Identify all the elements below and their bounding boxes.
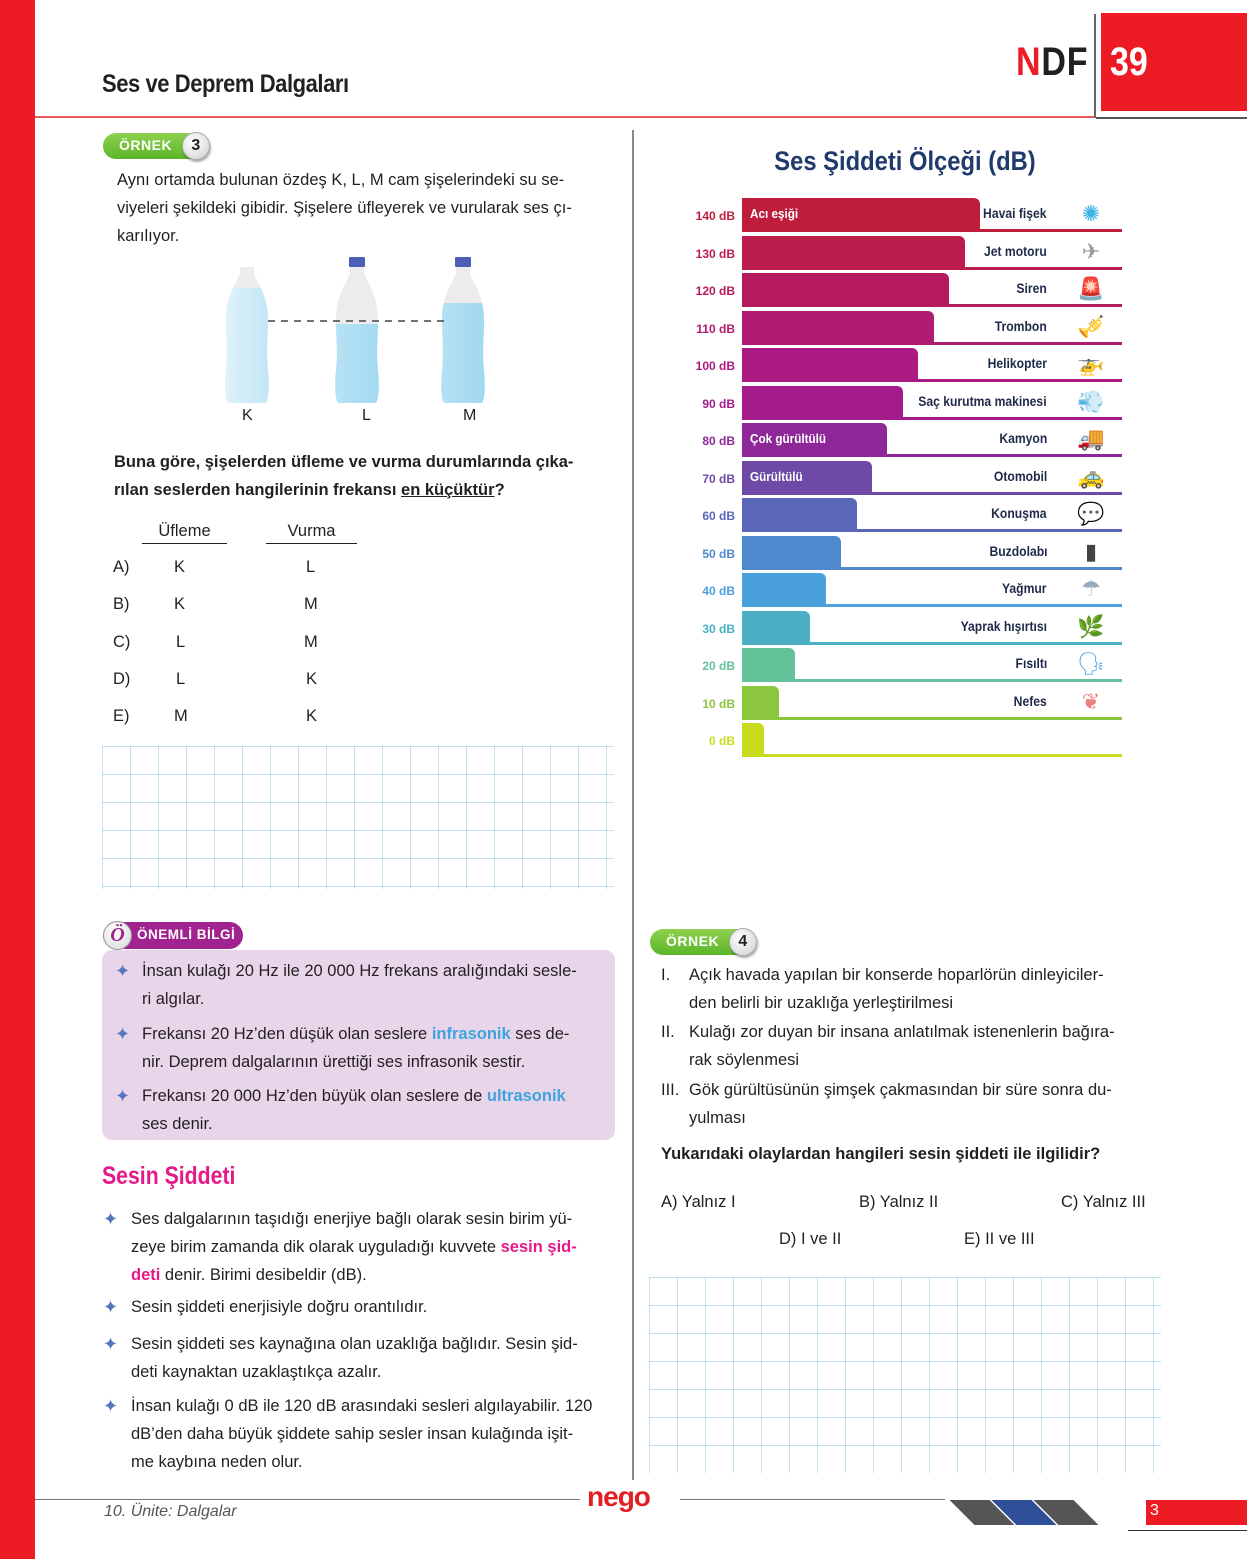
db-bar (742, 648, 795, 679)
choice-b-ufleme: K (174, 595, 186, 613)
info-line: ses denir. (142, 1115, 213, 1133)
airplane-icon: ✈ (1081, 238, 1101, 264)
footer-rule-right (680, 1499, 945, 1500)
statement-line: Açık havada yapılan bir konserde hoparlörün dinleyiciler- (689, 966, 1104, 984)
page-title: Ses ve Deprem Dalgaları (102, 70, 349, 98)
hair-dryer-icon: 💨 (1077, 388, 1105, 414)
db-level-label: 140 dB (695, 209, 735, 223)
ndf-number: 39 (1110, 40, 1148, 84)
sound-source-label: Helikopter (987, 356, 1047, 371)
info-line: İnsan kulağı 20 Hz ile 20 000 Hz frekans aralığındaki sesle- (142, 962, 577, 980)
db-row (680, 273, 1125, 309)
chart-title: Ses Şiddeti Ölçeği (dB) (774, 146, 1036, 176)
conversation-icon: 💬 (1077, 501, 1105, 526)
intensity-item-3 (103, 1330, 618, 1386)
info-item-1 (115, 957, 615, 1013)
intensity-line: Sesin şiddeti ses kaynağına olan uzaklığa bağlıdır. Sesin şid- (131, 1335, 578, 1353)
sound-source-label: Nefes (1013, 693, 1047, 709)
db-row (680, 423, 1125, 459)
db-bar-caption: Çok gürültülü (750, 431, 827, 446)
db-row (680, 686, 1125, 722)
db-row (680, 611, 1125, 647)
db-row-baseline (742, 754, 1122, 757)
header-rule (35, 116, 1095, 118)
choice-letter: C) (113, 633, 131, 651)
bottle-label-k: K (242, 407, 253, 424)
intensity-line: İnsan kulağı 0 dB ile 120 dB arasındaki sesleri algılayabilir. 120 (131, 1397, 593, 1415)
intensity-line: dB’den daha büyük şiddete sahip sesler insan kulağında işit- (131, 1425, 574, 1443)
sound-source-label: Siren (1016, 281, 1047, 296)
db-row (680, 573, 1125, 609)
choice-a[interactable]: A) Yalnız I (661, 1193, 736, 1211)
info-line: ri algılar. (142, 990, 205, 1008)
sound-source-label: Buzdolabı (988, 543, 1047, 559)
truck-icon: 🚚 (1077, 426, 1105, 451)
important-info-badge: ÖNEMLİ BİLGİ (103, 922, 243, 949)
db-level-label: 40 dB (702, 584, 735, 598)
question-text: rılan seslerden hangilerinin frekansı (114, 481, 402, 499)
db-level-label: 50 dB (702, 546, 735, 561)
db-level-label: 110 dB (696, 321, 735, 336)
choice-letter: B) (113, 595, 130, 613)
db-level-label: 100 dB (695, 359, 735, 373)
db-bar (742, 386, 903, 417)
nego-logo (587, 1481, 650, 1513)
db-bar (742, 273, 949, 304)
lungs-icon: ❦ (1081, 688, 1101, 714)
db-bar (742, 611, 810, 642)
sound-source-label: Havai fişek (983, 206, 1047, 221)
db-row (680, 536, 1125, 572)
intensity-text: denir. Birimi desibeldir (dB). (160, 1266, 367, 1284)
db-bar-caption: Acı eşiği (750, 206, 799, 221)
db-level-label: 90 dB (702, 396, 735, 411)
choice-e-ufleme: M (174, 707, 188, 725)
sound-source-label: Fısıltı (1015, 656, 1047, 671)
sesin-siddeti-term: deti (131, 1266, 161, 1284)
intensity-text: zeye birim zamanda dik olarak uyguladığı kuvvete (131, 1238, 501, 1256)
page-number-box (1146, 1500, 1247, 1525)
statement-number: I. (661, 966, 671, 984)
intro-line: viyeleri şekildeki gibidir. Şişelere üfleyerek ve vurularak ses çı- (117, 199, 572, 217)
example-3-badge (103, 133, 208, 159)
page-number-underline (1128, 1530, 1247, 1531)
db-level-label: 10 dB (702, 696, 735, 711)
question-line (114, 476, 624, 504)
sound-source-label: Saç kurutma makinesi (918, 393, 1047, 409)
db-row (680, 461, 1125, 497)
column-header-ufleme: Üfleme (142, 522, 227, 544)
db-level-label: 30 dB (702, 621, 735, 636)
choice-e-vurma: K (306, 707, 318, 725)
example-badge-number: 4 (729, 928, 757, 956)
ndf-logo (1016, 40, 1088, 85)
whisper-icon: 🗣 (1077, 651, 1105, 676)
db-bar (742, 348, 918, 379)
scratch-grid-left (102, 746, 614, 889)
info-line (142, 1082, 620, 1110)
example-3-intro (117, 166, 617, 250)
db-bar (742, 423, 887, 454)
statement-number: II. (661, 1023, 675, 1041)
fireworks-icon: ✺ (1081, 201, 1101, 226)
intensity-line: Ses dalgalarının taşıdığı enerjiye bağlı olarak sesin birim yü- (131, 1210, 573, 1228)
statement-2 (661, 1018, 1156, 1074)
db-bar (742, 573, 826, 604)
choice-b-vurma: M (304, 595, 318, 613)
db-bar (742, 536, 841, 567)
bottle-label-l: L (362, 407, 371, 424)
example-badge-number: 3 (182, 132, 210, 160)
db-bar-caption: Gürültülü (750, 468, 803, 484)
siren-icon: 🚨 (1077, 276, 1105, 301)
example-4-badge (650, 929, 755, 955)
info-item-2 (115, 1020, 615, 1076)
logo-text: go (617, 1481, 650, 1512)
column-header-vurma: Vurma (266, 522, 357, 544)
db-bar (742, 236, 965, 267)
sparkle-bullet-icon: ✦ (103, 1297, 119, 1317)
left-red-margin-bar (0, 0, 35, 1559)
example-badge-label: ÖRNEK (666, 933, 720, 949)
sound-source-label: Yağmur (1002, 581, 1047, 596)
statement-line: Kulağı zor duyan bir insana anlatılmak istenenlerin bağıra- (689, 1023, 1115, 1041)
question-line: Buna göre, şişelerden üfleme ve vurma durumlarında çıka- (114, 453, 574, 471)
db-bar (742, 498, 857, 529)
intro-line: karılıyor. (117, 227, 180, 245)
sparkle-bullet-icon: ✦ (115, 1086, 131, 1106)
sound-source-label: Otomobil (993, 468, 1047, 484)
sparkle-bullet-icon: ✦ (103, 1396, 119, 1416)
choice-b[interactable] (113, 595, 130, 614)
helicopter-icon: 🚁 (1077, 351, 1105, 376)
db-level-label: 60 dB (702, 509, 735, 523)
column-divider (632, 130, 634, 1480)
example-3-question (114, 448, 624, 504)
info-o-icon: Ö (103, 921, 132, 950)
infrasonik-term: infrasonik (431, 1025, 511, 1043)
sound-source-label: Jet motoru (984, 243, 1047, 259)
db-row (680, 498, 1125, 534)
car-icon: 🚕 (1077, 463, 1105, 489)
example-4-question: Yukarıdaki olaylardan hangileri sesin şiddeti ile ilgilidir? (661, 1145, 1101, 1163)
ndf-underline (1096, 117, 1247, 119)
choice-e[interactable] (113, 707, 130, 726)
choice-a-ufleme: K (174, 558, 186, 576)
choice-d[interactable]: D) I ve II (779, 1230, 842, 1248)
choice-d[interactable] (113, 670, 130, 689)
choice-letter: D) (113, 670, 131, 688)
sound-source-label: Trombon (995, 318, 1047, 334)
info-item-3 (115, 1082, 620, 1138)
question-mark: ? (494, 481, 505, 499)
ndf-separator (1094, 14, 1096, 118)
statement-number: III. (661, 1081, 680, 1099)
sesin-siddeti-term: sesin şid- (500, 1238, 577, 1256)
db-level-label: 70 dB (702, 471, 735, 486)
statement-line: Gök gürültüsünün şimşek çakmasından bir süre sonra du- (689, 1081, 1112, 1099)
ndf-letter-n: N (1016, 40, 1042, 84)
choice-c-ufleme: L (176, 633, 186, 651)
choice-c-vurma: M (304, 633, 318, 651)
intensity-line: deti kaynaktan uzaklaştıkça azalır. (131, 1363, 382, 1381)
db-row (680, 311, 1125, 347)
rain-cloud-icon: ☂ (1081, 576, 1101, 601)
scratch-grid-right (649, 1277, 1161, 1473)
intensity-item-4 (103, 1392, 623, 1476)
intensity-line: Sesin şiddeti enerjisiyle doğru orantılıdır. (131, 1298, 428, 1316)
bottles-figure (210, 250, 510, 430)
choice-c[interactable]: C) Yalnız III (1061, 1193, 1146, 1211)
intensity-line (131, 1233, 618, 1261)
footer-unit-label: 10. Ünite: Dalgalar (104, 1503, 237, 1520)
statement-line: yulması (689, 1109, 746, 1127)
info-line (142, 1020, 615, 1048)
intro-line: Aynı ortamda bulunan özdeş K, L, M cam şişelerindeki su se- (117, 171, 565, 189)
intensity-item-2 (103, 1293, 618, 1321)
db-level-label: 130 dB (695, 246, 735, 261)
db-bar (742, 686, 779, 717)
statement-3 (661, 1076, 1156, 1132)
sound-source-label: Kamyon (999, 431, 1047, 446)
leaf-icon: 🌿 (1077, 613, 1105, 639)
info-text: Frekansı 20 000 Hz’den büyük olan seslere de (142, 1087, 487, 1105)
logo-text: ne (587, 1481, 618, 1512)
intensity-item-1 (103, 1205, 618, 1289)
refrigerator-icon: ▮ (1084, 538, 1098, 564)
db-bar (742, 461, 872, 492)
db-row (680, 723, 1125, 759)
choice-b[interactable]: B) Yalnız II (859, 1193, 939, 1211)
db-level-label: 120 dB (695, 284, 735, 298)
db-bar (742, 311, 934, 342)
db-level-label: 0 dB (708, 734, 735, 748)
info-line: nir. Deprem dalgalarının ürettiği ses infrasonik sestir. (142, 1053, 526, 1071)
page-number: 3 (1150, 1502, 1159, 1519)
choice-c[interactable] (113, 633, 130, 652)
intensity-line: me kaybına neden olur. (131, 1453, 303, 1471)
sparkle-bullet-icon: ✦ (115, 1024, 131, 1044)
ndf-letters-df: DF (1041, 40, 1089, 84)
footer-rule-left (35, 1499, 580, 1500)
statement-1 (661, 961, 1156, 1017)
sparkle-bullet-icon: ✦ (115, 961, 131, 981)
statement-line: den belirli bir uzaklığa yerleştirilmesi (689, 994, 954, 1012)
db-row (680, 348, 1125, 384)
db-row (680, 236, 1125, 272)
sparkle-bullet-icon: ✦ (103, 1209, 119, 1229)
choice-e[interactable]: E) II ve III (964, 1230, 1035, 1248)
statement-line: rak söylenmesi (689, 1051, 800, 1069)
db-row (680, 648, 1125, 684)
choice-letter: E) (113, 707, 130, 725)
choice-d-ufleme: L (176, 670, 186, 688)
intensity-line (131, 1261, 618, 1289)
db-row (680, 198, 1125, 234)
choice-a-vurma: L (306, 558, 316, 576)
ultrasonik-term: ultrasonik (486, 1087, 566, 1105)
section-title-sesin-siddeti: Sesin Şiddeti (102, 1162, 236, 1190)
question-emphasis: en küçüktür (401, 481, 495, 499)
choice-letter: A) (113, 558, 130, 576)
sparkle-bullet-icon: ✦ (103, 1334, 119, 1354)
db-level-label: 20 dB (702, 659, 735, 673)
db-row (680, 386, 1125, 422)
db-bar (742, 723, 764, 754)
example-badge-label: ÖRNEK (119, 137, 173, 153)
water-bottles-illustration (210, 250, 510, 410)
choice-d-vurma: K (306, 670, 318, 688)
info-text: ses de- (510, 1025, 570, 1043)
sound-source-label: Konuşma (991, 506, 1047, 521)
info-text: Frekansı 20 Hz’den düşük olan seslere (142, 1025, 432, 1043)
bottle-label-m: M (463, 407, 477, 424)
db-bar (742, 198, 980, 229)
db-level-label: 80 dB (702, 434, 735, 448)
trombone-icon: 🎺 (1077, 313, 1105, 339)
sound-source-label: Yaprak hışırtısı (960, 618, 1047, 634)
choice-a[interactable] (113, 558, 130, 577)
